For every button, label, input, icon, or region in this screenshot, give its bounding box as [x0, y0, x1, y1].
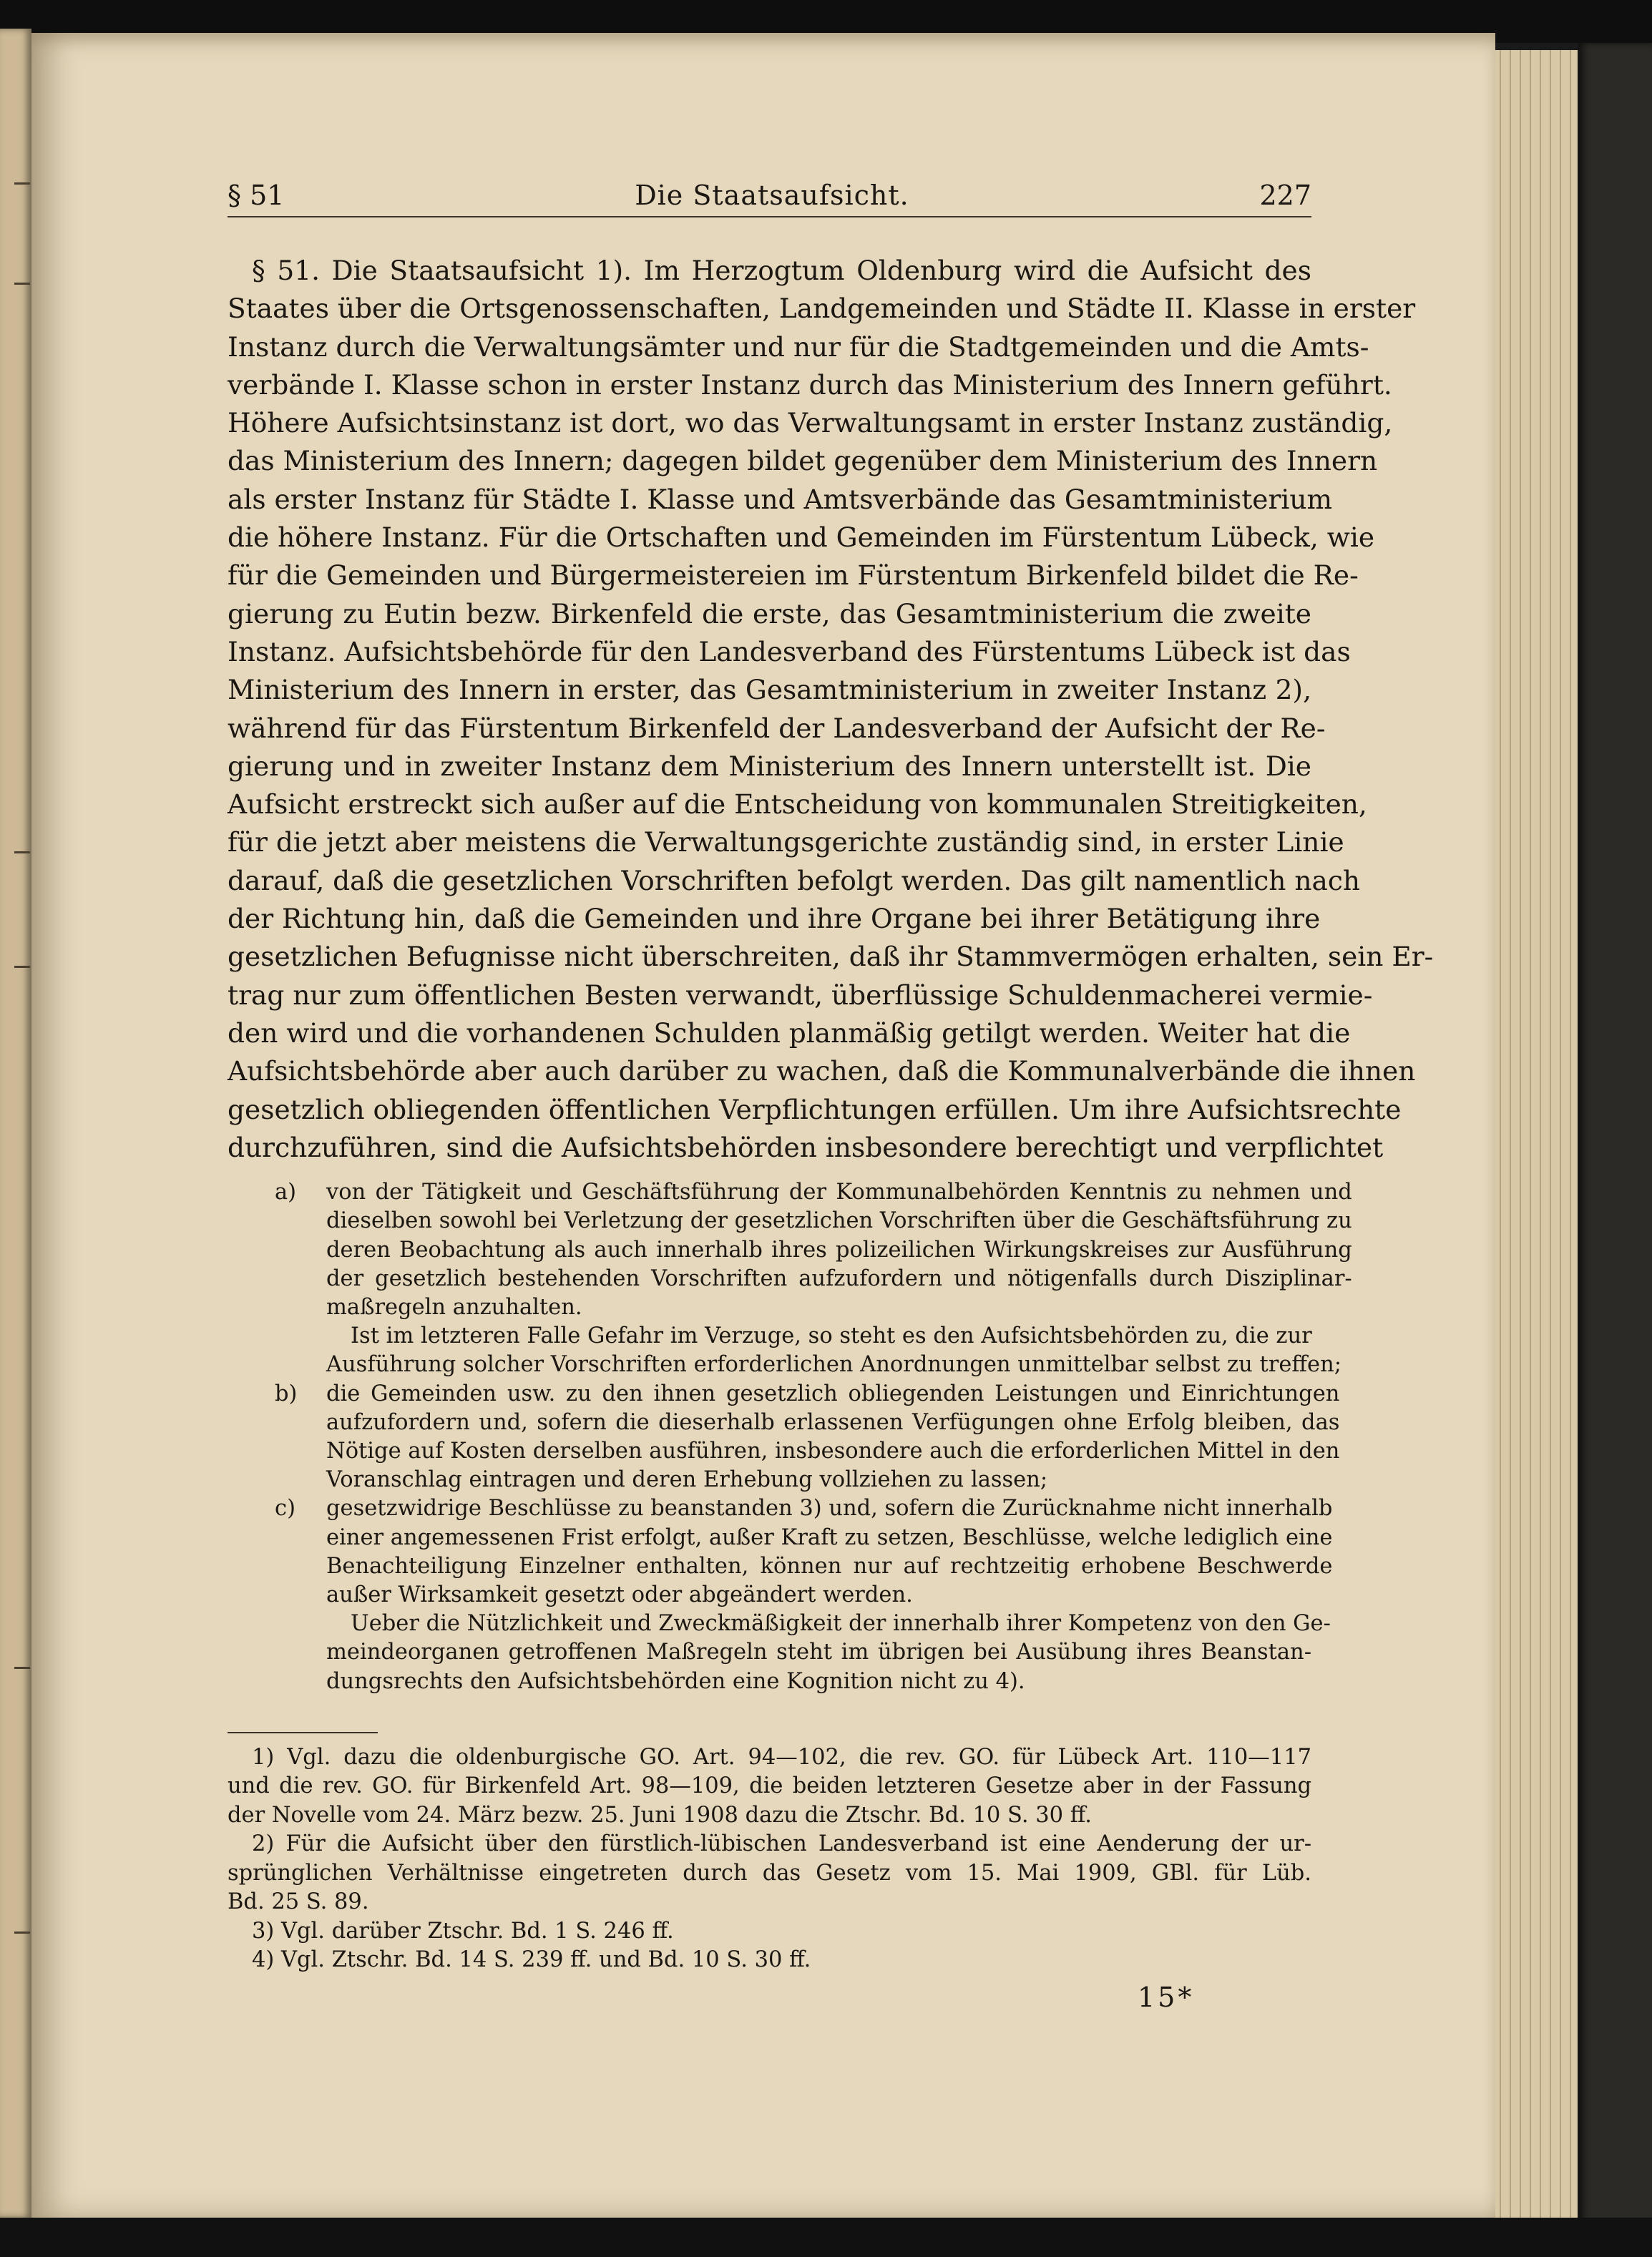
text-line: durchzuführen, sind die Aufsichtsbehörden insbesondere berechtigt und verpflichtet — [228, 1131, 1384, 1163]
footnote-divider — [228, 1732, 378, 1733]
list-item-c — [228, 1494, 1333, 1610]
facing-page-marks — [14, 29, 31, 2218]
footnote-line: 4) Vgl. Ztschr. Bd. 14 S. 239 ff. und Bd. 10 S. 30 ff. — [252, 1947, 811, 1973]
text-line: während für das Fürstentum Birkenfeld der Landesverband der Aufsicht der Re- — [228, 712, 1326, 744]
list-item-b — [228, 1380, 1340, 1495]
footnote-1 — [228, 1743, 1311, 1831]
footnote-line: der Novelle vom 24. März bezw. 25. Juni 1908 dazu die Ztschr. Bd. 10 S. 30 ff. — [228, 1802, 1092, 1828]
text-line: als erster Instanz für Städte I. Klasse und Amtsverbände das Gesamtministerium — [228, 483, 1333, 515]
text-line: gesetzlich obliegenden öffentlichen Verpflichtungen erfüllen. Um ihre Aufsichtsrechte — [228, 1093, 1402, 1125]
text-line: Aufsichtsbehörde aber auch darüber zu wachen, daß die Kommunalverbände die ihnen — [228, 1055, 1416, 1087]
list-line: dieselben sowohl bei Verletzung der gesetzlichen Vorschriften über die Geschäftsführung zu — [326, 1208, 1352, 1234]
text-line: verbände I. Klasse schon in erster Instanz durch das Ministerium des Innern geführt. — [228, 368, 1392, 401]
footnote-line: 1) Vgl. dazu die oldenburgische GO. Art. 94—102, die rev. GO. für Lübeck Art. 110—117 — [252, 1744, 1311, 1770]
text-line: gesetzlichen Befugnisse nicht überschreiten, daß ihr Stammvermögen erhalten, sein Er- — [228, 941, 1434, 973]
main-paragraph — [228, 252, 1434, 1167]
list-item-c-continuation — [228, 1610, 1331, 1696]
list-line: meindeorganen getroffenen Maßregeln steht im übrigen bei Ausübung ihres Beanstan- — [326, 1640, 1311, 1665]
text-line: Aufsicht erstreckt sich außer auf die Entscheidung von kommunalen Streitigkeiten, — [228, 788, 1367, 821]
list-line: Benachteiligung Einzelner enthalten, können nur auf rechtzeitig erhobene Beschwerde — [326, 1553, 1333, 1579]
list-marker: b) — [275, 1381, 298, 1406]
text-line: das Ministerium des Innern; dagegen bildet gegenüber dem Ministerium des Innern — [228, 445, 1378, 477]
text-line: gierung und in zweiter Instanz dem Ministerium des Innern unterstellt ist. Die — [228, 750, 1311, 782]
book-cover — [1578, 43, 1652, 2225]
text-line: Höhere Aufsichtsinstanz ist dort, wo das Verwaltungsamt in erster Instanz zuständig, — [228, 407, 1393, 439]
footnote-line: und die rev. GO. für Birkenfeld Art. 98—109, die beiden letzteren Gesetze aber in der Fassung — [228, 1773, 1311, 1799]
list-line: Ist im letzteren Falle Gefahr im Verzuge, so steht es den Aufsichtsbehörden zu, die zur — [351, 1323, 1312, 1349]
list-line: von der Tätigkeit und Geschäftsführung der Kommunalbehörden Kenntnis zu nehmen und — [326, 1180, 1352, 1205]
list-item-a-continuation — [228, 1322, 1342, 1379]
list-line: deren Beobachtung als auch innerhalb ihres polizeilichen Wirkungskreises zur Ausführung — [326, 1237, 1352, 1263]
list-line: Ueber die Nützlichkeit und Zweckmäßigkeit der innerhalb ihrer Kompetenz von den Ge- — [351, 1611, 1331, 1637]
text-line: für die jetzt aber meistens die Verwaltungsgerichte zuständig sind, in erster Linie — [228, 826, 1344, 858]
list-line: Nötige auf Kosten derselben ausführen, insbesondere auch die erforderlichen Mittel in den — [326, 1438, 1340, 1464]
list-line: der gesetzlich bestehenden Vorschriften aufzufordern und nötigenfalls durch Disziplinar- — [326, 1265, 1352, 1291]
footnote-line: 2) Für die Aufsicht über den fürstlich-lübischen Landesverband ist eine Aenderung der ur- — [252, 1831, 1311, 1857]
printer-signature-mark: 15* — [1138, 1982, 1195, 2013]
text-line: Instanz. Aufsichtsbehörde für den Landesverband des Fürstentums Lübeck ist das — [228, 635, 1351, 667]
scan-background-bottom — [0, 2218, 1652, 2257]
page-number: 227 — [1259, 180, 1311, 211]
list-item-a — [228, 1178, 1352, 1322]
page-stack-edges — [1495, 50, 1581, 2218]
enumerated-list — [228, 1178, 1352, 1696]
list-marker: c) — [275, 1496, 295, 1522]
list-line: einer angemessenen Frist erfolgt, außer Kraft zu setzen, Beschlüsse, welche lediglich eine — [326, 1524, 1333, 1550]
text-line: Staates über die Ortsgenossenschaften, Landgemeinden und Städte II. Klasse in erster — [228, 293, 1416, 325]
list-marker: a) — [275, 1180, 297, 1205]
running-head — [228, 179, 1311, 217]
text-line: die höhere Instanz. Für die Ortschaften und Gemeinden im Fürstentum Lübeck, wie — [228, 522, 1375, 554]
footnote-4 — [228, 1946, 1311, 1975]
list-line: gesetzwidrige Beschlüsse zu beanstanden 3) und, sofern die Zurücknahme nicht innerhalb — [326, 1496, 1333, 1522]
text-line: Instanz durch die Verwaltungsämter und nur für die Stadtgemeinden und die Amts- — [228, 331, 1369, 363]
list-line: Ausführung solcher Vorschriften erforderlichen Anordnungen unmittelbar selbst zu treffen; — [326, 1352, 1342, 1378]
text-line: gierung zu Eutin bezw. Birkenfeld die erste, das Gesamtministerium die zweite — [228, 597, 1311, 630]
list-line: dungsrechts den Aufsichtsbehörden eine Kognition nicht zu 4). — [326, 1668, 1025, 1694]
list-line: aufzufordern und, sofern die dieserhalb erlassenen Verfügungen ohne Erfolg bleiben, das — [326, 1409, 1340, 1435]
footnote-line: sprünglichen Verhältnisse eingetreten durch das Gesetz vom 15. Mai 1909, GBl. für Lüb. — [228, 1860, 1311, 1886]
list-line: außer Wirksamkeit gesetzt oder abgeändert werden. — [326, 1582, 913, 1607]
text-line: der Richtung hin, daß die Gemeinden und ihre Organe bei ihrer Betätigung ihre — [228, 903, 1321, 935]
text-line: Ministerium des Innern in erster, das Gesamtministerium in zweiter Instanz 2), — [228, 674, 1311, 706]
footnotes — [228, 1743, 1311, 1975]
text-line: den wird und die vorhandenen Schulden planmäßig getilgt werden. Weiter hat die — [228, 1017, 1351, 1049]
footnote-2 — [228, 1830, 1311, 1917]
text-line: trag nur zum öffentlichen Besten verwandt, überflüssige Schuldenmacherei vermie- — [228, 979, 1373, 1011]
footnote-3 — [228, 1917, 1311, 1947]
running-head-title: Die Staatsaufsicht. — [635, 180, 909, 211]
page-content — [228, 179, 1434, 1975]
footnote-line: 3) Vgl. darüber Ztschr. Bd. 1 S. 246 ff. — [252, 1918, 674, 1944]
list-line: Voranschlag eintragen und deren Erhebung vollziehen zu lassen; — [326, 1467, 1048, 1493]
text-line: § 51. Die Staatsaufsicht 1). Im Herzogtum Oldenburg wird die Aufsicht des — [252, 255, 1311, 286]
list-line: die Gemeinden usw. zu den ihnen gesetzlich obliegenden Leistungen und Einrichtungen — [326, 1381, 1340, 1406]
footnote-line: Bd. 25 S. 89. — [228, 1889, 369, 1915]
text-line: darauf, daß die gesetzlichen Vorschriften befolgt werden. Das gilt namentlich nach — [228, 864, 1360, 896]
text-line: für die Gemeinden und Bürgermeistereien im Fürstentum Birkenfeld bildet die Re- — [228, 559, 1359, 592]
running-head-section: § 51 — [228, 180, 285, 211]
list-line: maßregeln anzuhalten. — [326, 1294, 582, 1320]
